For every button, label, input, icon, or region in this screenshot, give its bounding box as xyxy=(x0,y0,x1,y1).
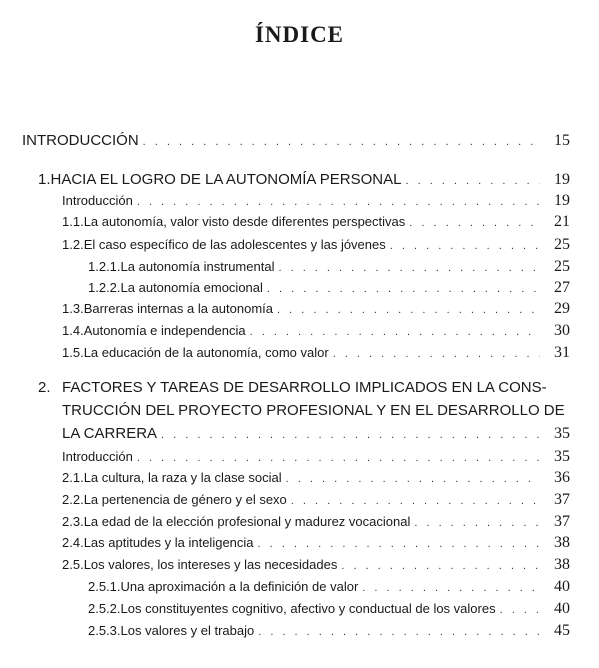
toc-entry-number: 1. xyxy=(38,171,51,188)
toc-entry-title: Barreras internas a la autonomía xyxy=(83,301,274,316)
dot-leader xyxy=(362,582,540,594)
toc-entry-title: La edad de la elección profesional y madurez vocacional xyxy=(83,514,411,529)
toc-page-number: 30 xyxy=(554,322,570,339)
toc-entry-title: TRUCCIÓN DEL PROYECTO PROFESIONAL Y EN EL DESARROLLO DE xyxy=(62,402,565,419)
toc-entry-number: 1.2.1. xyxy=(88,259,121,274)
dot-leader xyxy=(277,304,540,316)
toc-entry-number: 2. xyxy=(38,379,51,396)
dot-leader xyxy=(278,262,540,274)
toc-entry-number: 2.5.3. xyxy=(88,623,121,638)
toc-entry-1-1[interactable] xyxy=(62,213,570,231)
toc-page-number: 35 xyxy=(554,448,570,465)
toc-entry-chapter-2-line-3[interactable] xyxy=(62,425,570,443)
toc-entry-title: Introducción xyxy=(62,449,133,464)
toc-page-number: 21 xyxy=(554,213,570,230)
toc-entry-title: Los valores y el trabajo xyxy=(120,623,255,638)
dot-leader xyxy=(414,517,540,529)
toc-entry-number: 1.5. xyxy=(62,345,84,360)
toc-page-number: 45 xyxy=(554,622,570,639)
dot-leader xyxy=(161,429,540,441)
toc-entry-title: La autonomía, valor visto desde diferentes perspectivas xyxy=(83,214,406,229)
toc-page-number: 38 xyxy=(554,556,570,573)
toc-entry-introduccion-2[interactable] xyxy=(62,448,570,466)
toc-entry-introduccion[interactable] xyxy=(22,132,570,150)
dot-leader xyxy=(291,495,540,507)
dot-leader xyxy=(341,560,540,572)
toc-entry-number: 2.2. xyxy=(62,492,84,507)
page-title: ÍNDICE xyxy=(254,22,345,47)
toc-entry-title: Los valores, los intereses y las necesidades xyxy=(83,557,338,572)
toc-entry-2-5-1[interactable] xyxy=(88,578,570,596)
toc-entry-introduccion-1[interactable] xyxy=(62,192,570,210)
toc-entry-title: Introducción xyxy=(62,193,133,208)
toc-entry-2-3[interactable] xyxy=(62,513,570,531)
toc-entry-number: 1.2.2. xyxy=(88,280,121,295)
toc-entry-chapter-2-line-1[interactable] xyxy=(38,379,570,396)
toc-entry-1-2-1[interactable] xyxy=(88,258,570,276)
toc-entry-number: 2.5.2. xyxy=(88,601,121,616)
toc-entry-2-2[interactable] xyxy=(62,491,570,509)
toc-entry-title: INTRODUCCIÓN xyxy=(22,132,139,149)
toc-page-number: 36 xyxy=(554,469,570,486)
dot-leader xyxy=(405,175,540,187)
toc-entry-2-5-2[interactable] xyxy=(88,600,570,618)
toc-entry-title: Una aproximación a la definición de valor xyxy=(120,579,359,594)
dot-leader xyxy=(409,217,540,229)
toc-entry-number: 1.4. xyxy=(62,323,84,338)
toc-entry-title: La cultura, la raza y la clase social xyxy=(83,470,282,485)
dot-leader xyxy=(286,473,540,485)
toc-entry-number: 2.1. xyxy=(62,470,84,485)
toc-page-number: 37 xyxy=(554,513,570,530)
toc-page-number: 19 xyxy=(554,171,570,188)
toc-page-number: 15 xyxy=(554,132,570,149)
dot-leader xyxy=(137,452,540,464)
toc-page-number: 40 xyxy=(554,600,570,617)
toc-entry-number: 1.2. xyxy=(62,237,84,252)
toc-entry-1-5[interactable] xyxy=(62,344,570,362)
dot-leader xyxy=(333,348,540,360)
toc-page-number: 19 xyxy=(554,192,570,209)
toc-entry-2-5[interactable] xyxy=(62,556,570,574)
toc-entry-1-2[interactable] xyxy=(62,236,570,254)
toc-entry-number: 2.4. xyxy=(62,535,84,550)
toc-entry-number: 1.1. xyxy=(62,214,84,229)
toc-entry-number: 2.5.1. xyxy=(88,579,121,594)
toc-page-number: 38 xyxy=(554,534,570,551)
toc-page-number: 31 xyxy=(554,344,570,361)
dot-leader xyxy=(267,283,540,295)
toc-entry-2-1[interactable] xyxy=(62,469,570,487)
toc-entry-2-4[interactable] xyxy=(62,534,570,552)
toc-page-number: 35 xyxy=(554,425,570,442)
toc-entry-title: FACTORES Y TAREAS DE DESARROLLO IMPLICADOS EN LA CONS- xyxy=(62,379,547,396)
toc-entry-number: 2.3. xyxy=(62,514,84,529)
toc-entry-title: Los constituyentes cognitivo, afectivo y conductual de los valores xyxy=(120,601,496,616)
dot-leader xyxy=(137,196,540,208)
dot-leader xyxy=(258,538,540,550)
toc-entry-title: Autonomía e independencia xyxy=(83,323,246,338)
toc-entry-number: 1.3. xyxy=(62,301,84,316)
toc-page-number: 25 xyxy=(554,236,570,253)
toc-entry-2-5-3[interactable] xyxy=(88,622,570,640)
dot-leader xyxy=(143,136,540,148)
toc-entry-1-4[interactable] xyxy=(62,322,570,340)
dot-leader xyxy=(500,604,540,616)
toc-entry-title: La educación de la autonomía, como valor xyxy=(83,345,329,360)
toc-entry-title: La pertenencia de género y el sexo xyxy=(83,492,287,507)
toc-entry-title: Las aptitudes y la inteligencia xyxy=(83,535,254,550)
toc-page-number: 40 xyxy=(554,578,570,595)
toc-page-number: 29 xyxy=(554,300,570,317)
toc-entry-1-3[interactable] xyxy=(62,300,570,318)
toc-entry-title: HACIA EL LOGRO DE LA AUTONOMÍA PERSONAL xyxy=(50,171,402,188)
toc-entry-chapter-2-line-2 xyxy=(62,402,570,419)
toc-entry-title: El caso específico de las adolescentes y las jóvenes xyxy=(83,237,386,252)
toc-page-number: 25 xyxy=(554,258,570,275)
toc-entry-chapter-1[interactable] xyxy=(38,171,570,189)
toc-entry-number: 2.5. xyxy=(62,557,84,572)
toc-entry-title: La autonomía emocional xyxy=(120,280,263,295)
toc-page-number: 37 xyxy=(554,491,570,508)
toc-entry-title: LA CARRERA xyxy=(62,425,158,442)
dot-leader xyxy=(250,326,540,338)
dot-leader xyxy=(258,626,540,638)
toc-page-number: 27 xyxy=(554,279,570,296)
dot-leader xyxy=(390,240,540,252)
toc-entry-title: La autonomía instrumental xyxy=(120,259,275,274)
toc-entry-1-2-2[interactable] xyxy=(88,279,570,297)
